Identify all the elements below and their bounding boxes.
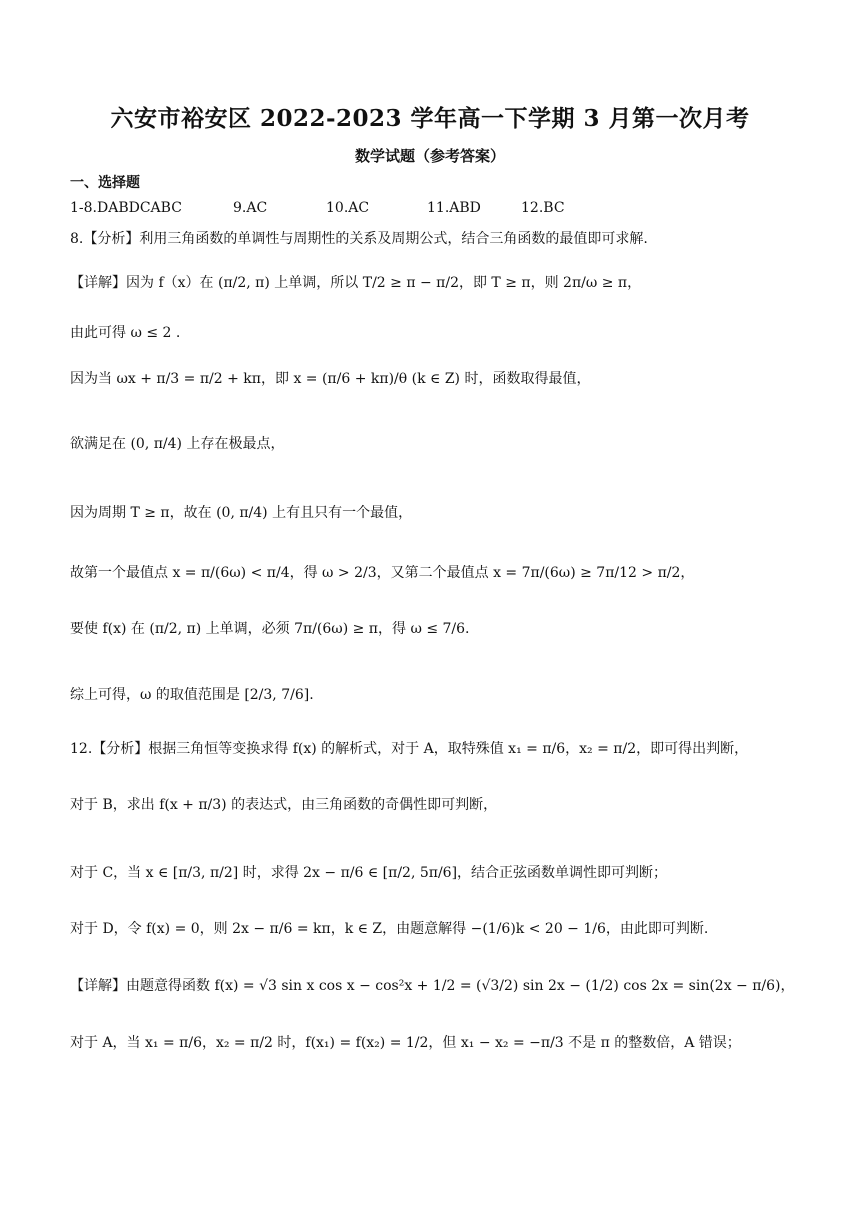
q8-detail-6: 故第一个最值点 x = π/(6ω) < π/4，得 ω > 2/3，又第二个最值点 x = 7π/(6ω) ≥ 7π/12 > π/2， [70,565,695,581]
document-subtitle: 数学试题（参考答案） [354,147,505,165]
q12-option-d: 对于 D，令 f(x) = 0，则 2x − π/6 = kπ，k ∈ Z，由题意解得 −(1/6)k < 20 − 1/6，由此即可判断. [70,921,709,937]
answer-10: 10.AC [326,200,370,216]
q12-detail-1: 【详解】由题意得函数 f(x) = √3 sin x cos x − cos²x + 1/2 = (√3/2) sin 2x − (1/2) cos 2x = sin(2x − π/6)， [70,978,795,994]
answer-11: 11.ABD [427,200,481,216]
q12-detail-2: 对于 A，当 x₁ = π/6，x₂ = π/2 时，f(x₁) = f(x₂) = 1/2，但 x₁ − x₂ = −π/3 不是 π 的整数倍，A 错误； [70,1035,741,1051]
answer-9: 9.AC [233,200,268,216]
q8-detail-3: 因为当 ωx + π/3 = π/2 + kπ，即 x = (π/6 + kπ)/θ (k ∈ Z) 时，函数取得最值， [70,371,591,387]
q8-detail-1: 【详解】因为 f（x）在 (π/2, π) 上单调，所以 T/2 ≥ π − π/2，即 T ≥ π，则 2π/ω ≥ π， [70,275,642,291]
q8-detail-5: 因为周期 T ≥ π，故在 (0, π/4) 上有且只有一个最值， [70,505,413,521]
q8-detail-2: 由此可得 ω ≤ 2 . [70,325,181,341]
q8-analysis: 8.【分析】利用三角函数的单调性与周期性的关系及周期公式，结合三角函数的最值即可求解. [70,231,648,247]
answer-1-8: 1-8.DABDCABC [70,200,182,216]
q12-option-b: 对于 B，求出 f(x + π/3) 的表达式，由三角函数的奇偶性即可判断， [70,797,498,813]
document-title: 六安市裕安区 2022-2023 学年高一下学期 3 月第一次月考 [110,105,750,132]
q8-detail-4: 欲满足在 (0, π/4) 上存在极最点， [70,436,285,452]
q12-option-c: 对于 C，当 x ∈ [π/3, π/2] 时，求得 2x − π/6 ∈ [π/2, 5π/6]，结合正弦函数单调性即可判断； [70,865,668,881]
q8-detail-7: 要使 f(x) 在 (π/2, π) 上单调，必须 7π/(6ω) ≥ π，得 ω ≤ 7/6. [70,621,470,637]
section-heading: 一、选择题 [70,175,140,191]
answer-12: 12.BC [521,200,565,216]
q8-conclusion: 综上可得，ω 的取值范围是 [2/3, 7/6]. [70,687,314,703]
q12-analysis: 12.【分析】根据三角恒等变换求得 f(x) 的解析式，对于 A，取特殊值 x₁ = π/6，x₂ = π/2，即可得出判断， [70,741,749,757]
